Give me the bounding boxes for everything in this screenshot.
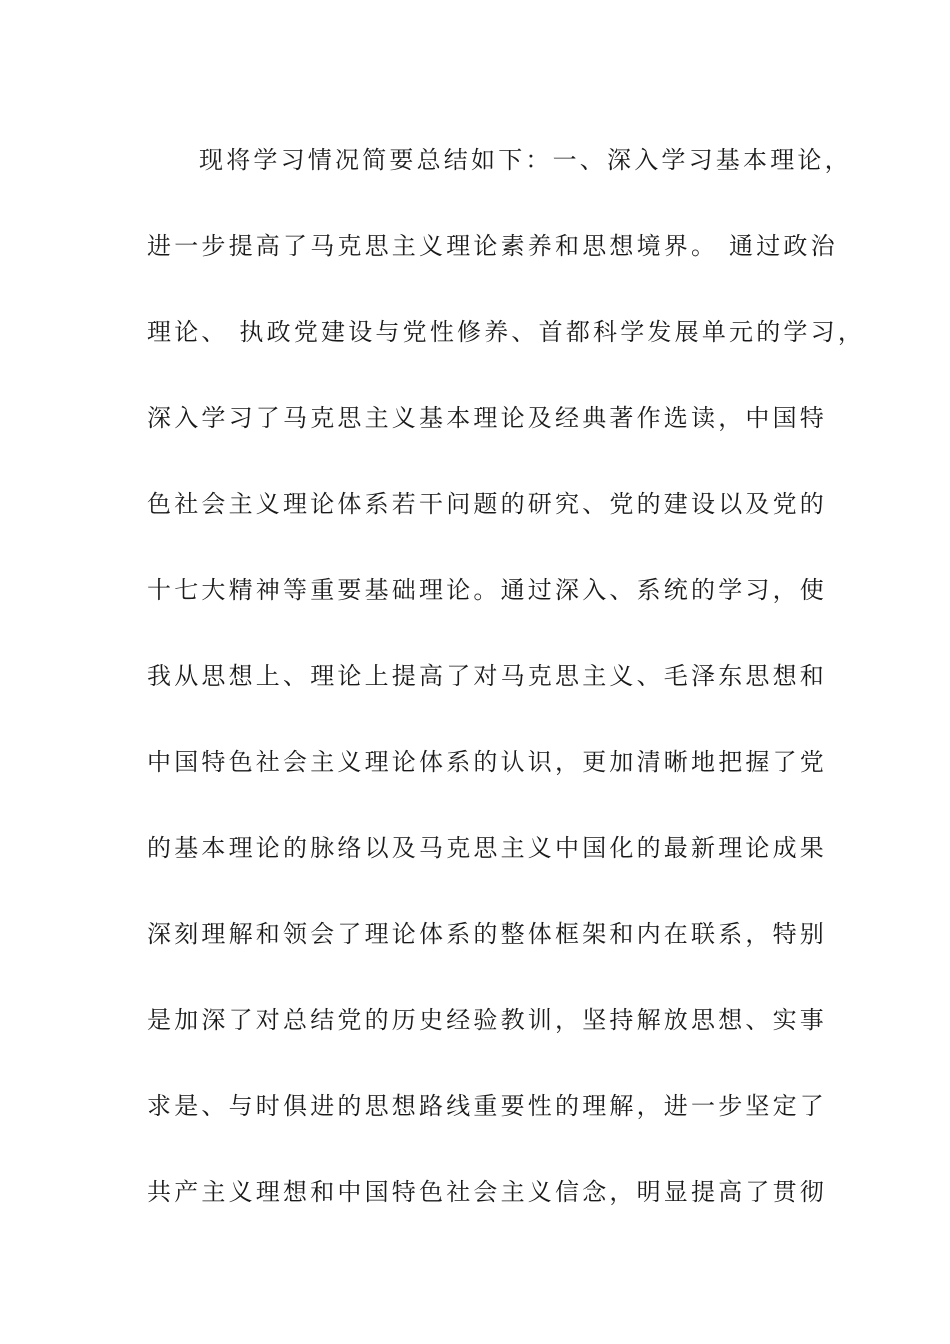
paragraph-line-4: 深入学习了马克思主义基本理论及经典著作选读，中国特 — [147, 404, 827, 432]
paragraph-line-2: 进一步提高了马克思主义理论素养和思想境界。 通过政治 — [147, 232, 838, 260]
paragraph-line-5: 色社会主义理论体系若干问题的研究、党的建设以及党的 — [147, 490, 827, 518]
paragraph-line-13: 共产主义理想和中国特色社会主义信念，明显提高了贯彻 — [147, 1178, 827, 1206]
paragraph-line-10: 深刻理解和领会了理论体系的整体框架和内在联系，特别 — [147, 920, 827, 948]
body-paragraph — [147, 140, 866, 1258]
paragraph-line-3: 理论、 执政党建设与党性修养、首都科学发展单元的学习， — [147, 318, 866, 346]
paragraph-line-11: 是加深了对总结党的历史经验教训，坚持解放思想、实事 — [147, 1006, 827, 1034]
paragraph-line-12: 求是、与时俱进的思想路线重要性的理解，进一步坚定了 — [147, 1092, 827, 1120]
paragraph-line-1: 现将学习情况简要总结如下：一、深入学习基本理论， — [199, 146, 852, 174]
paragraph-line-7: 我从思想上、理论上提高了对马克思主义、毛泽东思想和 — [147, 662, 827, 690]
paragraph-line-6: 十七大精神等重要基础理论。通过深入、系统的学习，使 — [147, 576, 827, 604]
paragraph-line-8: 中国特色社会主义理论体系的认识，更加清晰地把握了党 — [147, 748, 827, 776]
paragraph-line-9: 的基本理论的脉络以及马克思主义中国化的最新理论成果 — [147, 834, 827, 862]
